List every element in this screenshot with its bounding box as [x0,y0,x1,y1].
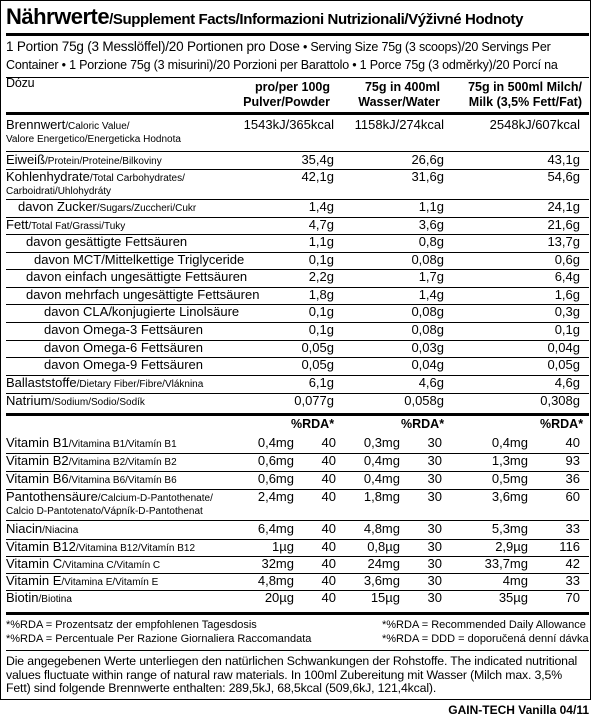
nutrient-value: 0,08g [411,304,444,319]
nutrient-value: 4,6g [418,375,444,390]
nutrient-value: 3,6g [418,217,444,232]
nutrient-value: 43,1g [547,152,580,167]
nutrient-row [6,270,587,288]
divider [6,112,589,115]
nutrient-row [6,118,587,152]
title-rest: /Supplement Facts/Informazioni Nutrizionali/Výživné Hodnoty [109,11,524,28]
nutrient-row [6,170,587,200]
disclaimer-note: Die angegebenen Werte unterliegen den natürlichen Schwankungen der Rohstoffe. The indicated nutritional values fluctuate within range of natural raw materials. In 100ml Zubereitung mit Wasser (Milch max. 3,5% Fett) sind folgende Brennwerte enthalten: 289,5kJ, 68,5kcal (509,6kJ, 121,4kcal). [6,654,578,695]
nutrient-label: davon Omega-3 Fettsäuren [44,322,203,337]
vitamin-amount: 0,8µg [367,539,400,554]
vitamin-amount: 1µg [272,539,294,554]
vitamin-amount: 0,6mg [257,453,294,468]
vitamin-amount: 4mg [502,573,528,588]
nutrient-value: 1,1g [418,199,444,214]
vitamin-label: Vitamin B12/Vitamina B12/Vitamín B12 [6,539,196,554]
rda-header-2: %RDA* [401,417,445,431]
vitamin-label: Niacin/Niacina [6,521,79,536]
vitamin-amount: 0,4mg [491,435,528,450]
vitamin-rda: 116 [559,539,580,554]
vitamin-rda: 30 [427,521,442,536]
vitamin-rda: 30 [427,556,442,571]
nutrient-value: 0,08g [411,322,444,337]
nutrient-value: 0,05g [301,357,334,372]
nutrient-value: 0,04g [547,340,580,355]
nutrient-row [6,153,587,170]
nutrient-value: 35,4g [301,152,334,167]
vitamin-row [6,540,587,557]
vitamin-label: Vitamin E/Vitamina E/Vitamín E [6,573,159,588]
vitamin-rda: 40 [321,453,336,468]
serving-info-other: • Serving Size 75g (3 scoops)/20 Servings Per Container • 1 Porzione 75g (3 misurini)/20 Porzioni per Barattolo • 1 Porce 75g (3 odměrky)/20 Porcí na Dózu [6,40,558,90]
product-code: GAIN-TECH Vanilla 04/11 [448,703,589,717]
vitamin-row [6,454,587,472]
vitamin-amount: 4,8mg [363,521,400,536]
nutrient-value: 0,6g [554,252,580,267]
nutrient-value: 31,6g [411,169,444,184]
vitamin-rda: 36 [565,471,580,486]
vitamin-rda: 30 [427,471,442,486]
nutrient-row [6,253,587,270]
nutrient-value: 2,2g [308,269,334,284]
vitamin-rda: 40 [321,521,336,536]
vitamin-amount: 33,7mg [484,556,528,571]
nutrient-value: 1,7g [418,269,444,284]
nutrient-label: davon Omega-6 Fettsäuren [44,340,203,355]
nutrient-value: 24,1g [547,199,580,214]
nutrient-value: 0,308g [540,393,580,408]
nutrient-value: 1543kJ/365kcal [243,117,334,132]
col-header-milk: 75g in 500ml Milch/ Milk (3,5% Fett/Fat) [468,80,582,109]
vitamin-row [6,574,587,591]
vitamin-amount: 2,9µg [495,539,528,554]
nutrient-value: 1,6g [554,287,580,302]
vitamin-amount: 20µg [264,590,294,605]
divider [6,77,589,78]
vitamin-amount: 0,5mg [491,471,528,486]
nutrient-value: 0,08g [411,252,444,267]
divider [6,612,589,615]
vitamin-rda: 40 [321,573,336,588]
rda-header-1: %RDA* [291,417,335,431]
title-main: Nährwerte [6,4,110,29]
vitamin-rda: 40 [321,471,336,486]
vitamin-amount: 4,8mg [257,573,294,588]
divider [6,151,589,152]
vitamin-amount: 6,4mg [257,521,294,536]
footnote-cz: *%RDA = DDD = doporučená denní dávka [382,633,589,645]
footnote-it: *%RDA = Percentuale Per Razione Giornaliera Raccomandata [6,633,312,645]
vitamin-label: Vitamin B1/Vitamina B1/Vitamín B1 [6,435,177,450]
vitamin-rda: 93 [565,453,580,468]
nutrient-label: Brennwert/Caloric Value/ Valore Energetico/Energeticka Hodnota [6,117,181,145]
nutrient-value: 1,4g [308,199,334,214]
nutrient-value: 4,6g [554,375,580,390]
vitamin-amount: 1,8mg [363,489,400,504]
vitamin-rda: 40 [321,539,336,554]
nutrient-label: davon Zucker/Sugars/Zuccheri/Cukr [18,199,197,214]
vitamin-amount: 2,4mg [257,489,294,504]
vitamin-rda: 40 [321,556,336,571]
vitamin-rda: 30 [427,489,442,504]
nutrient-value: 0,8g [418,234,444,249]
nutrient-label: Ballaststoffe/Dietary Fiber/Fibre/Vláknina [6,375,204,390]
col-header-powder: pro/per 100g Pulver/Powder [243,80,330,109]
nutrient-row [6,394,587,412]
nutrient-row [6,376,587,394]
vitamin-rda: 30 [427,453,442,468]
nutrient-label: davon CLA/konjugierte Linolsäure [44,304,240,319]
vitamin-amount: 0,6mg [257,471,294,486]
nutrient-value: 0,1g [554,322,580,337]
nutrient-value: 1,1g [308,234,334,249]
vitamin-amount: 3,6mg [363,573,400,588]
nutrient-value: 1,8g [308,287,334,302]
divider [6,650,589,651]
vitamin-amount: 24mg [367,556,400,571]
vitamin-amount: 1,3mg [491,453,528,468]
nutrient-value: 0,058g [404,393,444,408]
vitamin-amount: 32mg [261,556,294,571]
rda-header-3: %RDA* [540,417,584,431]
nutrient-value: 54,6g [547,169,580,184]
nutrient-value: 13,7g [547,234,580,249]
nutrient-value: 4,7g [308,217,334,232]
vitamin-rda: 30 [427,435,442,450]
nutrient-label: Fett/Total Fat/Grassi/Tuky [6,217,126,232]
nutrient-value: 42,1g [301,169,334,184]
vitamin-amount: 0,4mg [257,435,294,450]
col-header-water: 75g in 400ml Wasser/Water [358,80,440,109]
nutrient-row [6,358,587,376]
vitamin-label: Biotin/Biotina [6,590,72,605]
vitamin-rda: 30 [427,573,442,588]
vitamin-amount: 35µg [498,590,528,605]
nutrient-row [6,305,587,323]
nutrient-row [6,341,587,358]
nutrient-value: 6,1g [308,375,334,390]
vitamin-amount: 0,3mg [363,435,400,450]
nutrient-value: 0,1g [308,322,334,337]
nutrient-value: 1158kJ/274kcal [354,117,444,132]
nutrient-label: Kohlenhydrate/Total Carbohydrates/ Carboidrati/Uhlohydráty [6,169,185,197]
serving-info-de: 1 Portion 75g (3 Messlöffel)/20 Portionen pro Dose [6,39,300,54]
nutrient-value: 0,3g [554,304,580,319]
vitamin-amount: 5,3mg [491,521,528,536]
vitamin-label: Vitamin B2/Vitamina B2/Vitamín B2 [6,453,177,468]
divider [6,33,589,36]
vitamin-rda: 40 [321,489,336,504]
nutrient-value: 0,05g [547,357,580,372]
nutrient-value: 0,1g [308,304,334,319]
vitamin-rda: 33 [565,573,580,588]
footnote-de: *%RDA = Prozentsatz der empfohlenen Tagesdosis [6,619,257,631]
vitamin-row [6,522,587,540]
vitamin-rda: 60 [565,489,580,504]
vitamin-row [6,591,587,609]
vitamin-rda: 70 [565,590,580,605]
nutrient-row [6,218,587,235]
nutrient-value: 0,1g [308,252,334,267]
nutrient-label: davon Omega-9 Fettsäuren [44,357,203,372]
nutrient-value: 0,077g [294,393,334,408]
vitamin-amount: 3,6mg [491,489,528,504]
vitamin-rda: 40 [321,590,336,605]
nutrient-row [6,323,587,341]
vitamin-rda: 40 [565,435,580,450]
nutrient-label: davon mehrfach ungesättigte Fettsäuren [26,287,260,302]
divider [6,413,589,416]
nutrient-value: 0,04g [411,357,444,372]
vitamin-amount: 0,4mg [363,453,400,468]
vitamin-row [6,472,587,490]
vitamin-amount: 0,4mg [363,471,400,486]
footnote-en: *%RDA = Recommended Daily Allowance [382,619,586,631]
nutrient-value: 21,6g [547,217,580,232]
vitamin-row [6,557,587,574]
vitamin-row [6,490,587,521]
vitamin-label: Vitamin B6/Vitamina B6/Vitamín B6 [6,471,177,486]
nutrient-label: Natrium/Sodium/Sodio/Sodík [6,393,145,408]
nutrient-value: 26,6g [411,152,444,167]
vitamin-rda: 42 [565,556,580,571]
panel-title [6,4,523,30]
nutrient-label: davon MCT/Mittelkettige Triglyceride [34,252,245,267]
vitamin-label: Vitamin C/Vitamina C/Vitamín C [6,556,161,571]
nutrient-value: 1,4g [418,287,444,302]
nutrient-label: davon gesättigte Fettsäuren [26,234,188,249]
nutrient-row [6,288,587,305]
vitamin-label: Pantothensäure/Calcium-D-Pantothenate/ Calcio D-Pantotenato/Vápník-D-Pantothenat [6,489,213,517]
nutrient-label: Eiweiß/Protein/Proteine/Bilkoviny [6,152,162,167]
vitamin-row [6,436,587,454]
nutrient-value: 6,4g [554,269,580,284]
nutrient-label: davon einfach ungesättigte Fettsäuren [26,269,248,284]
vitamin-rda: 30 [427,590,442,605]
nutrient-value: 0,05g [301,340,334,355]
vitamin-amount: 15µg [370,590,400,605]
vitamin-rda: 33 [565,521,580,536]
nutrient-row [6,200,587,218]
nutrient-row [6,235,587,253]
vitamin-rda: 40 [321,435,336,450]
nutrient-value: 2548kJ/607kcal [489,117,580,132]
nutrient-value: 0,03g [411,340,444,355]
vitamin-rda: 30 [427,539,442,554]
